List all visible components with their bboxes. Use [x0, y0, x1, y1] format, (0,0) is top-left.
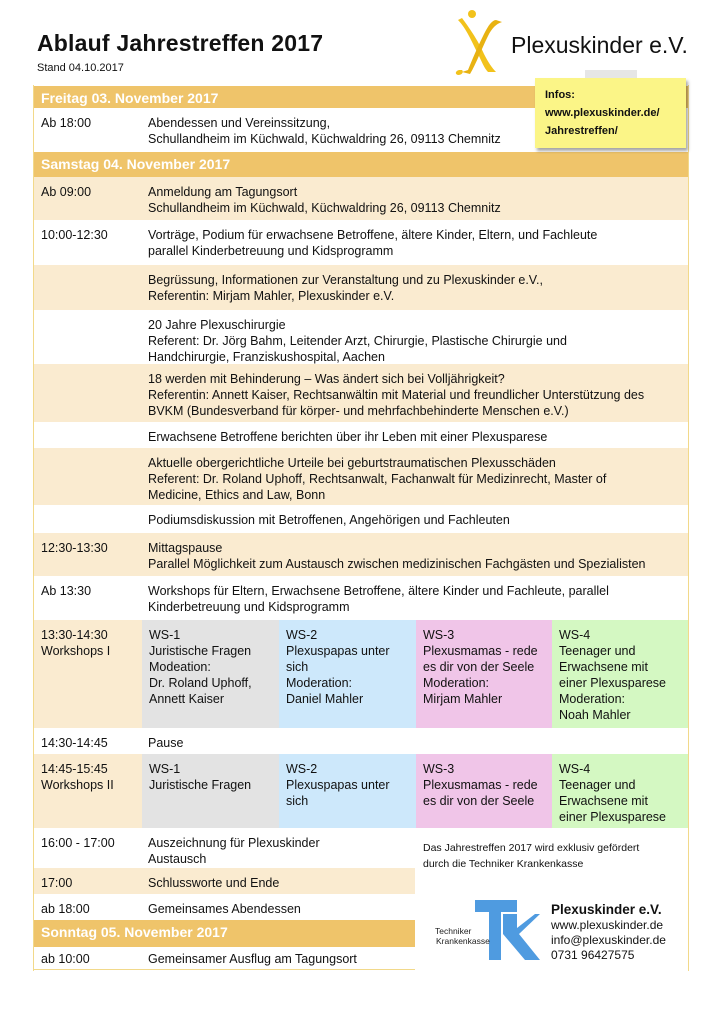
ws-line: Moderation: [286, 676, 353, 690]
row-description [148, 540, 684, 572]
row-line: Anmeldung am Tagungsort [148, 185, 298, 199]
row-line: 18 werden mit Behinderung – Was ändert sich bei Volljährigkeit? [148, 372, 505, 386]
row-line: Begrüssung, Informationen zur Veranstaltung und zu Plexuskinder e.V., [148, 273, 543, 287]
workshop-ws2 [279, 620, 416, 728]
row-description [148, 429, 684, 445]
workshop-ws3 [416, 754, 552, 828]
workshop-ws4 [552, 754, 688, 828]
page-title: Ablauf Jahrestreffen 2017 [37, 30, 324, 56]
row-line: Referent: Dr. Jörg Bahm, Leitender Arzt, Chirurgie, Plastische Chirurgie und [148, 334, 567, 348]
workshops-row-1 [34, 620, 688, 728]
ws-line: einer Plexusparese [559, 810, 667, 824]
info-link[interactable]: www.plexuskinder.de/ [545, 107, 660, 119]
row-time: 14:30-14:45 [41, 736, 108, 750]
schedule-row [34, 868, 415, 894]
row-time: ab 18:00 [41, 902, 90, 916]
ws-line: 14:45-15:45 [41, 762, 108, 776]
contact-org: Plexuskinder e.V. [551, 902, 662, 917]
row-line: Vorträge, Podium für erwachsene Betroffene, ältere Kinder, Eltern, und Fachleute [148, 228, 598, 242]
ws-line: WS-1 [149, 762, 181, 776]
contact-phone: 0731 96427575 [551, 948, 635, 962]
workshop-time [34, 754, 142, 828]
row-line: Erwachsene Betroffene berichten über ihr Leben mit einer Plexusparese [148, 430, 548, 444]
row-time: 10:00-12:30 [41, 228, 108, 242]
ws-line: Plexuspapas unter [286, 778, 390, 792]
row-line: Referent: Dr. Roland Uphoff, Rechtsanwalt, Fachanwalt für Medizinrecht, Master of [148, 472, 607, 486]
ws-line: WS-3 [423, 628, 455, 642]
ws-line: es dir von der Seele [423, 794, 535, 808]
row-description [148, 227, 684, 259]
row-description [148, 371, 684, 419]
workshop-time [34, 620, 142, 728]
row-description: Pause [148, 736, 184, 750]
row-description [148, 583, 684, 615]
ws-line: Moderation: [559, 692, 626, 706]
ws-line: WS-4 [559, 762, 591, 776]
tk-line: Krankenkasse [436, 936, 490, 946]
ws-line: Plexusmamas - rede [423, 644, 538, 658]
info-sticky-note [535, 78, 686, 148]
row-line: Workshops für Eltern, Erwachsene Betroffene, ältere Kinder und Fachleute, parallel [148, 584, 609, 598]
ws-line: Teenager und [559, 644, 636, 658]
ws-line: es dir von der Seele [423, 660, 535, 674]
workshop-ws1 [142, 754, 279, 828]
schedule-row [34, 947, 415, 970]
row-description [148, 272, 684, 304]
workshops-row-2 [34, 754, 688, 828]
row-line: Auszeichnung für Plexuskinder [148, 836, 320, 850]
schedule-row [34, 364, 688, 422]
sponsor-line: durch die Techniker Krankenkasse [423, 858, 584, 870]
row-line: Schullandheim im Küchwald, Küchwaldring 26, 09113 Chemnitz [148, 201, 501, 215]
ws-line: Noah Mahler [559, 708, 631, 722]
row-time: Ab 13:30 [41, 584, 92, 598]
schedule-row [34, 728, 688, 754]
ws-line: sich [286, 794, 309, 808]
ws-line: WS-3 [423, 762, 455, 776]
ws-line: Plexuspapas unter [286, 644, 390, 658]
ws-line: WS-4 [559, 628, 591, 642]
row-description [148, 184, 684, 216]
ws-line: Mirjam Mahler [423, 692, 503, 706]
ws-line: WS-2 [286, 762, 318, 776]
schedule-row [34, 828, 415, 868]
row-line: Referentin: Annett Kaiser, Rechtsanwältin mit Material und freundlicher Unterstützung des [148, 388, 645, 402]
day-header-saturday: Samstag 04. November 2017 [34, 152, 688, 177]
ws-line: Workshops I [41, 644, 111, 658]
ws-line: sich [286, 660, 309, 674]
schedule-row [34, 310, 688, 364]
ws-line: Teenager und [559, 778, 636, 792]
row-line: Austausch [148, 852, 207, 866]
ws-line: Dr. Roland Uphoff, [149, 676, 252, 690]
row-description [148, 835, 411, 867]
workshop-ws3 [416, 620, 552, 728]
revision-date: Stand 04.10.2017 [37, 62, 124, 74]
schedule-row [34, 265, 688, 310]
ws-line: WS-2 [286, 628, 318, 642]
row-time: 16:00 - 17:00 [41, 836, 115, 850]
ws-line: WS-1 [149, 628, 181, 642]
plexuskinder-logo-icon [448, 8, 508, 78]
schedule-row [34, 894, 415, 920]
row-line: Podiumsdiskussion mit Betroffenen, Angehörigen und Fachleuten [148, 513, 510, 527]
contact-block [551, 902, 666, 963]
schedule-row [34, 422, 688, 448]
row-time: Ab 09:00 [41, 185, 92, 199]
row-description [148, 455, 684, 503]
note-line: Infos: [545, 89, 575, 101]
tk-line: Techniker [435, 926, 472, 936]
row-description [148, 512, 684, 528]
row-description: Schlussworte und Ende [148, 876, 280, 890]
schedule-row [34, 220, 688, 265]
ws-line: Juristische Fragen [149, 644, 252, 658]
row-line: Schullandheim im Küchwald, Küchwaldring 26, 09113 Chemnitz [148, 132, 501, 146]
row-line: Medicine, Ethics and Law, Bonn [148, 488, 326, 502]
row-line: Kinderbetreuung und Kidsprogramm [148, 600, 350, 614]
row-time: ab 10:00 [41, 952, 90, 966]
row-line: Referentin: Mirjam Mahler, Plexuskinder e.V. [148, 289, 395, 303]
workshop-ws2 [279, 754, 416, 828]
schedule-row [34, 448, 688, 505]
schedule-row [34, 177, 688, 220]
row-description [148, 317, 684, 365]
row-line: Aktuelle obergerichtliche Urteile bei geburtstraumatischen Plexusschäden [148, 456, 556, 470]
schedule-row [34, 533, 688, 576]
ws-line: 13:30-14:30 [41, 628, 108, 642]
sponsor-note [423, 840, 685, 872]
row-time: 12:30-13:30 [41, 541, 108, 555]
day-header-sunday: Sonntag 05. November 2017 [34, 920, 415, 947]
workshop-ws4 [552, 620, 688, 728]
ws-line: Plexusmamas - rede [423, 778, 538, 792]
contact-web-link[interactable]: www.plexuskinder.de [551, 918, 664, 932]
row-line: parallel Kinderbetreuung und Kidsprogramm [148, 244, 394, 258]
ws-line: einer Plexusparese [559, 676, 667, 690]
row-line: 20 Jahre Plexuschirurgie [148, 318, 286, 332]
row-line: Mittagspause [148, 541, 223, 555]
tk-logo-text [435, 926, 490, 946]
contact-email-link[interactable]: info@plexuskinder.de [551, 933, 666, 947]
ws-line: Erwachsene mit [559, 794, 648, 808]
schedule-row [34, 576, 688, 620]
ws-line: Moderation: [423, 676, 490, 690]
row-line: Handchirurgie, Franziskushospital, Aachen [148, 350, 385, 364]
ws-line: Modeation: [149, 660, 211, 674]
row-description: Gemeinsamer Ausflug am Tagungsort [148, 952, 357, 966]
row-line: BVKM (Bundesverband für körper- und mehrfachbehinderte Menschen e.V.) [148, 404, 569, 418]
ws-line: Erwachsene mit [559, 660, 648, 674]
row-line: Parallel Möglichkeit zum Austausch zwischen medizinischen Fachgästen und Spezialisten [148, 557, 646, 571]
sponsor-line: Das Jahrestreffen 2017 wird exklusiv gefördert [423, 842, 640, 854]
ws-line: Annett Kaiser [149, 692, 225, 706]
row-time: Ab 18:00 [41, 116, 92, 130]
workshop-ws1 [142, 620, 279, 728]
info-link-path[interactable]: Jahrestreffen/ [545, 125, 618, 137]
org-name: Plexuskinder e.V. [511, 32, 688, 58]
day-header-friday: Freitag 03. November 2017 [34, 86, 688, 108]
ws-line: Juristische Fragen [149, 778, 252, 792]
row-time: 17:00 [41, 876, 73, 890]
ws-line: Workshops II [41, 778, 114, 792]
row-description: Gemeinsames Abendessen [148, 902, 301, 916]
row-line: Abendessen und Vereinssitzung, [148, 116, 331, 130]
schedule-row [34, 505, 688, 533]
ws-line: Daniel Mahler [286, 692, 364, 706]
